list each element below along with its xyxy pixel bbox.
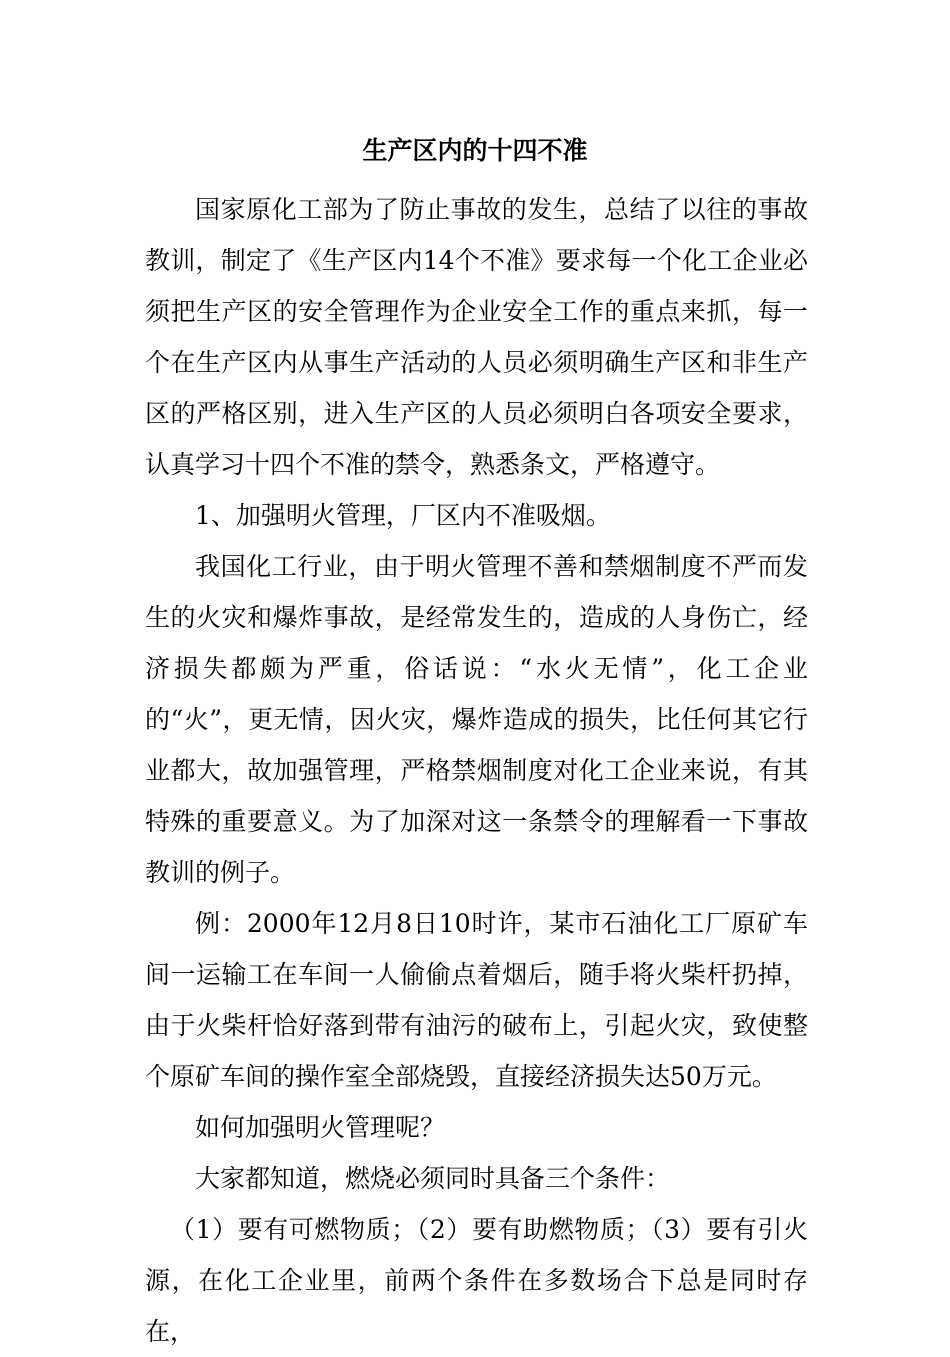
document-body: [145, 184, 808, 1357]
paragraph-question: 如何加强明火管理呢？: [195, 1113, 446, 1142]
paragraph-intro: 国家原化工部为了防止事故的发生，总结了以往的事故教训，制定了《生产区内14个不准》要求每一个化工企业必须把生产区的安全管理作为企业安全工作的重点来抓，每一个在生产区内从事生产活动的人员必须明确生产区和非生产区的严格区别，进入生产区的人员必须明白各项安全要求，认真学习十四个不准的禁令，熟悉条文，严格遵守。: [145, 195, 808, 479]
paragraph-example: 例：2000年12月8日10时许，某市石油化工厂原矿车间一运输工在车间一人偷偷点着烟后，随手将火柴杆扔掉，由于火柴杆恰好落到带有油污的破布上，引起火灾，致使整个原矿车间的操作室全部烧毁，直接经济损失达50万元。: [145, 909, 808, 1091]
paragraph-rule-1-explanation: 我国化工行业，由于明火管理不善和禁烟制度不严而发生的火灾和爆炸事故，是经常发生的，造成的人身伤亡，经济损失都颇为严重，俗话说：“水火无情”，化工企业的“火”，更无情，因火灾，爆炸造成的损失，比任何其它行业都大，故加强管理，严格禁烟制度对化工企业来说，有其特殊的重要意义。为了加深对这一条禁令的理解看一下事故教训的例子。: [145, 552, 808, 887]
paragraph-conditions-intro: 大家都知道，燃烧必须同时具备三个条件：: [195, 1164, 671, 1193]
paragraph-conditions: （1）要有可燃物质；（2）要有助燃物质；（3）要有引火源，在化工企业里，前两个条件在多数场合下总是同时存在，: [145, 1215, 808, 1346]
page-title: 生产区内的十四不准: [362, 136, 588, 165]
paragraph-rule-1-heading: 1、加强明火管理，厂区内不准吸烟。: [195, 501, 611, 530]
